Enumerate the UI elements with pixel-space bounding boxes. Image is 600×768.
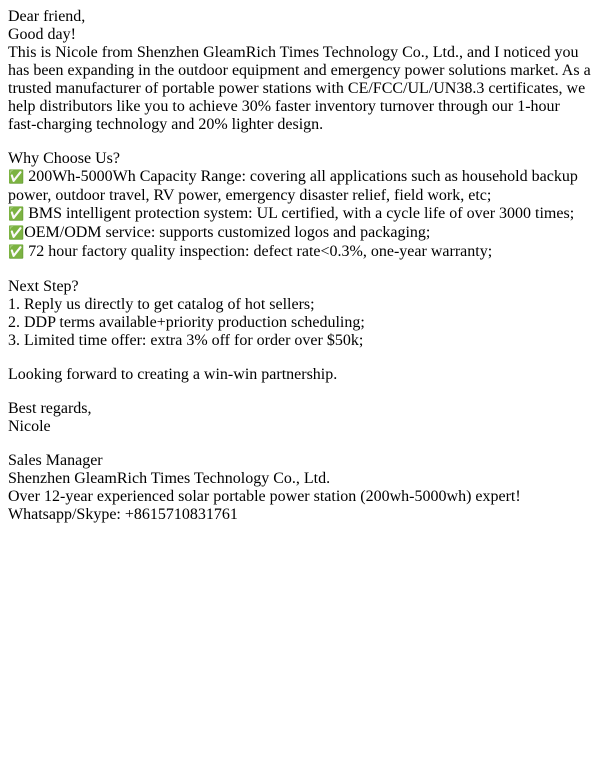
signature-block — [8, 452, 592, 524]
paragraph-spacer — [8, 436, 592, 452]
greeting: Dear friend, — [8, 8, 86, 25]
benefit-item — [8, 205, 592, 224]
sign-off: Best regards, — [8, 400, 92, 417]
signature-contact: Whatsapp/Skype: +8615710831761 — [8, 506, 238, 523]
check-mark-icon: ✅ — [8, 226, 25, 241]
paragraph-spacer — [8, 262, 592, 278]
paragraph-spacer — [8, 134, 592, 150]
next-step-heading: Next Step? — [8, 278, 79, 295]
check-mark-icon: ✅ — [8, 170, 25, 185]
benefit-text: BMS intelligent protection system: UL certified, with a cycle life of over 3000 times; — [24, 205, 575, 222]
check-mark-icon: ✅ — [8, 245, 25, 260]
check-mark-icon: ✅ — [8, 207, 25, 222]
closing-line: Looking forward to creating a win-win partnership. — [8, 366, 338, 383]
step-item: 2. DDP terms available+priority production scheduling; — [8, 314, 365, 331]
step-item: 1. Reply us directly to get catalog of hot sellers; — [8, 296, 315, 313]
benefit-text: 72 hour factory quality inspection: defect rate<0.3%, one-year warranty; — [24, 243, 493, 260]
salutation: Good day! — [8, 26, 76, 43]
paragraph-spacer — [8, 384, 592, 400]
signature-title: Sales Manager — [8, 452, 103, 469]
paragraph-spacer — [8, 350, 592, 366]
benefit-text: OEM/ODM service: supports customized logos and packaging; — [24, 224, 431, 241]
sender-name: Nicole — [8, 418, 51, 435]
step-list — [8, 296, 592, 350]
step-item: 3. Limited time offer: extra 3% off for order over $50k; — [8, 332, 364, 349]
benefit-list — [8, 168, 592, 262]
intro-paragraph: This is Nicole from Shenzhen GleamRich Times Technology Co., Ltd., and I noticed you has been expanding in the outdoor equipment and emergency power solutions market. As a trusted manufacturer of portable power stations with CE/FCC/UL/UN38.3 certificates, we help distributors like you to achieve 30% faster inventory turnover through our 1-hour fast-charging technology and 20% lighter design. — [8, 44, 591, 133]
benefit-item — [8, 243, 592, 262]
benefit-item — [8, 168, 592, 205]
why-heading: Why Choose Us? — [8, 150, 120, 167]
signature-company: Shenzhen GleamRich Times Technology Co., Ltd. — [8, 470, 331, 487]
benefit-text: 200Wh-5000Wh Capacity Range: covering all applications such as household backup power, outdoor travel, RV power, emergency disaster relief, field work, etc; — [8, 168, 578, 204]
signature-tagline: Over 12-year experienced solar portable power station (200wh-5000wh) expert! — [8, 488, 521, 505]
benefit-item — [8, 224, 592, 243]
